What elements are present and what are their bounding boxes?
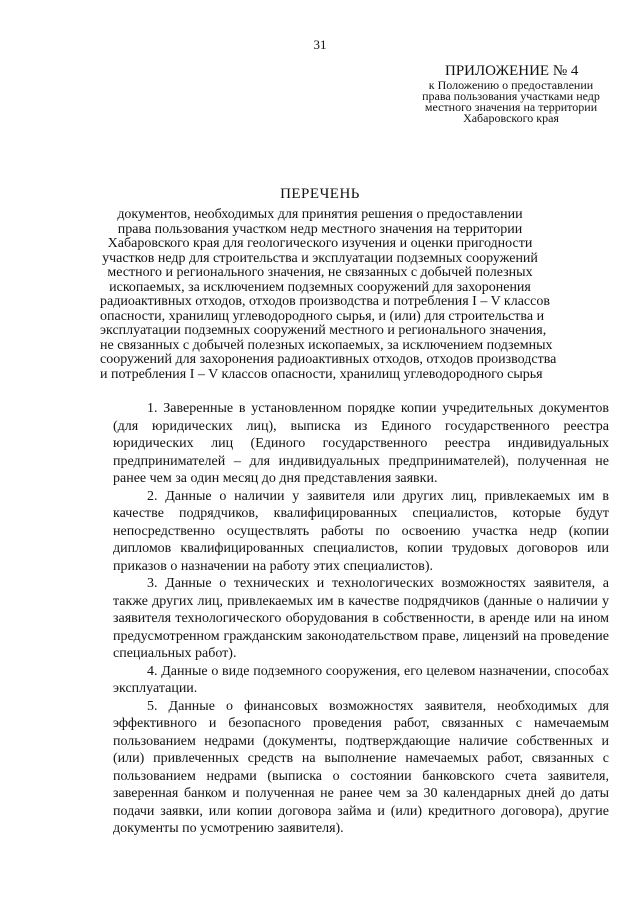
appendix-title: ПРИЛОЖЕНИЕ № 4 — [445, 63, 579, 79]
appendix-subtitle-line: права пользования участками недр — [422, 89, 600, 103]
document-subtitle-line: радиоактивных отходов, отходов производства и потребления I – V классов — [100, 294, 550, 309]
document-subtitle — [100, 207, 557, 382]
appendix-subtitle — [400, 80, 622, 124]
document-subtitle-line: ископаемых, за исключением подземных сооружений для захоронения — [109, 279, 531, 295]
appendix-subtitle-line: к Положению о предоставлении — [428, 78, 594, 92]
document-subtitle-line: Хабаровского края для геологического изучения и оценки пригодности — [107, 236, 533, 251]
document-subtitle-line: участков недр для строительства и эксплуатации подземных сооружений — [102, 250, 538, 266]
document-subtitle-line: опасности, хранилищ углеводородного сырья, и (или) для строительства и — [100, 308, 545, 324]
document-body — [113, 400, 609, 838]
document-subtitle-line: документов, необходимых для принятия решения о предоставлении — [117, 207, 523, 222]
list-item: 3. Данные о технических и технологических возможностях заявителя, а также других лиц, привлекаемых им в качестве подрядчиков (данные о наличии у заявителя технологического оборудования в собственности, в аренде или на ином предусмотренном гражданским законодательством праве, лицензий на проведение специальных работ). — [113, 576, 609, 661]
document-subtitle-line: и потребления I – V классов опасности, хранилищ углеводородного сырья — [100, 366, 543, 382]
document-subtitle-line: эксплуатации подземных сооружений местного и регионального значения, — [100, 323, 547, 338]
document-subtitle-line: сооружений для захоронения радиоактивных отходов, отходов производства — [100, 352, 557, 367]
list-item: 2. Данные о наличии у заявителя или других лиц, привлекаемых им в качестве подрядчиков, квалифицированных специалистов, которые будут непосредственно осуществлять работы по освоению участка недр (копии дипломов квалифицированных специалистов, копии трудовых договоров или приказов о назначении на работу этих специалистов). — [113, 488, 609, 574]
document-subtitle-line: местного и регионального значения, не связанных с добычей полезных — [107, 265, 533, 280]
list-item: 1. Заверенные в установленном порядке копии учредительных документов (для юридических лиц), выписка из Единого государственного реестра юридических лиц (Единого государственного реестра индивидуальных предпринимателей – для индивидуальных предпринимателей), полученная не ранее чем за один месяц до дня представления заявки. — [113, 401, 609, 486]
document-subtitle-line: не связанных с добычей полезных ископаемых, за исключением подземных — [100, 337, 553, 353]
list-item: 5. Данные о финансовых возможностях заявителя, необходимых для эффективного и безопасного проведения работ, связанных с намечаемым пользованием недрами (документы, подтверждающие наличие собственных и (или) привлеченных средств на выполнение намечаемых работ, связанных с пользованием недрами (выписка о состоянии банковского счета заявителя, заверенная банком и полученная не ранее чем за 30 календарных дней до даты подачи заявки, или копии договора займа и (или) кредитного договора), другие документы по усмотрению заявителя). — [113, 698, 609, 836]
document-subtitle-line: права пользования участком недр местного значения на территории — [117, 221, 523, 237]
document-title: ПЕРЕЧЕНЬ — [280, 186, 360, 202]
list-item: 4. Данные о виде подземного сооружения, его целевом назначении, способах эксплуатации. — [113, 663, 609, 696]
appendix-subtitle-line: местного значения на территории — [424, 100, 598, 114]
page-number: 31 — [313, 37, 327, 52]
appendix-subtitle-line: Хабаровского края — [463, 111, 559, 125]
